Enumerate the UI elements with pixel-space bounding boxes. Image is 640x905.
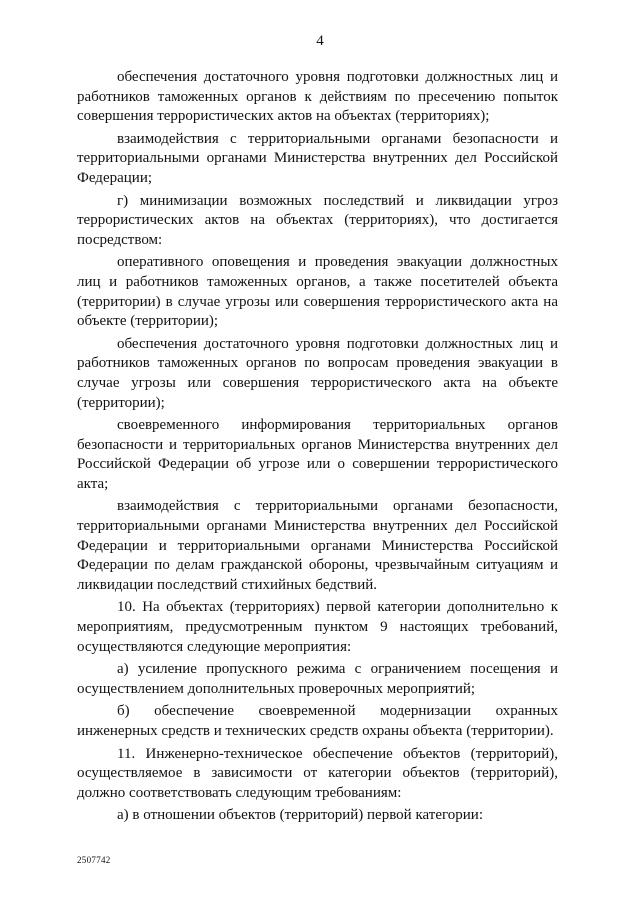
paragraph: обеспечения достаточного уровня подготовки должностных лиц и работников таможенных органов по вопросам проведения эвакуации в случае угрозы или совершения террористического акта на объекте (территории); — [77, 335, 558, 411]
paragraph: обеспечения достаточного уровня подготовки должностных лиц и работников таможенных органов к действиям по пресечению попыток совершения террористических актов на объектах (территориях); — [77, 69, 558, 125]
document-code: 2507742 — [77, 855, 111, 865]
document-body — [77, 68, 558, 829]
paragraph: своевременного информирования территориальных органов безопасности и территориальных органов Министерства внутренних дел Российской Федерации об угрозе или о совершении террористического акта; — [77, 417, 558, 492]
paragraph: оперативного оповещения и проведения эвакуации должностных лиц и работников таможенных органов, а также посетителей объекта (территории) в случае угрозы или совершения террористического акта на объекте (территории); — [77, 254, 558, 330]
paragraph: а) в отношении объектов (территорий) первой категории: — [117, 807, 483, 824]
paragraph: б) обеспечение своевременной модернизации охранных инженерных средств и технических средств охраны объекта (территории). — [77, 703, 558, 739]
paragraph: а) усиление пропускного режима с ограничением посещения и осуществлением дополнительных проверочных мероприятий; — [77, 661, 558, 697]
paragraph: взаимодействия с территориальными органами безопасности и территориальными органами Министерства внутренних дел Российской Федерации; — [77, 130, 558, 186]
paragraph: г) минимизации возможных последствий и ликвидации угроз террористических актов на объектах (территориях), что достигается посредством: — [77, 192, 558, 248]
paragraph: 10. На объектах (территориях) первой категории дополнительно к мероприятиям, предусмотренным пунктом 9 настоящих требований, осуществляются следующие мероприятия: — [77, 599, 558, 655]
paragraph: 11. Инженерно-техническое обеспечение объектов (территорий), осуществляемое в зависимости от категории объектов (территорий), должно соответствовать следующим требованиям: — [77, 745, 558, 801]
paragraph: взаимодействия с территориальными органами безопасности, территориальными органами Министерства внутренних дел Российской Федерации и территориальными органами Министерства Российской Федерации по делам гражданской обороны, чрезвычайным ситуациям и ликвидации последствий стихийных бедствий. — [77, 498, 558, 593]
page-number: 4 — [316, 33, 324, 49]
